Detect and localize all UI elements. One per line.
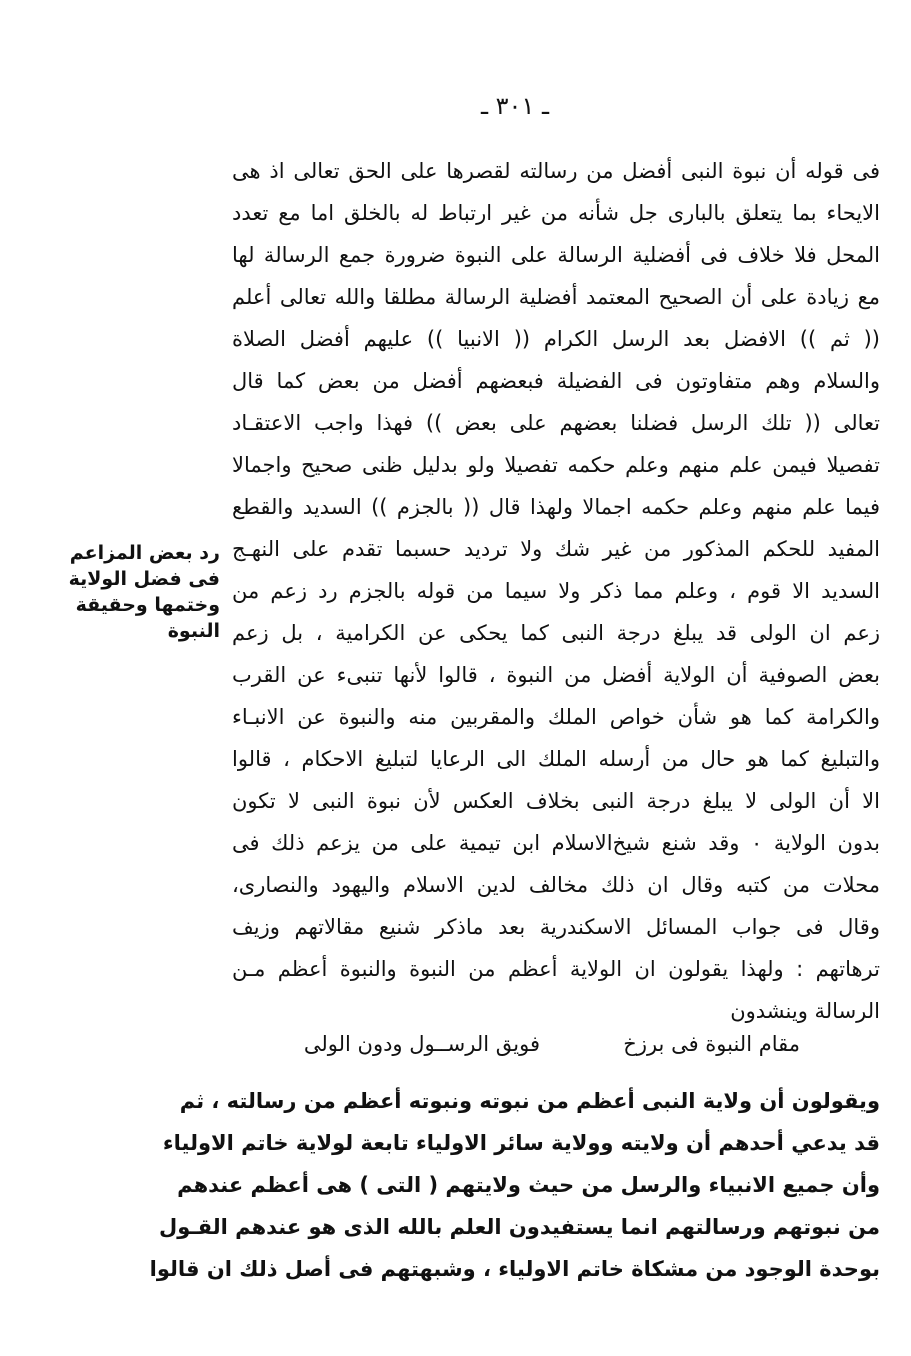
text-line: تعالى (( تلك الرسل فضلنا بعضهم على بعض )) فهذا واجب الاعتقـاد — [232, 411, 880, 435]
text-line: الا أن الولى لا يبلغ درجة النبى بخلاف العكس لأن نبوة النبى لا تكون — [232, 789, 880, 813]
text-line: المحل فلا خلاف فى أفضلية الرسالة على النبوة ضرورة جمع الرسالة لها — [232, 243, 880, 267]
text-line: (( ثم )) الافضل بعد الرسل الكرام (( الانبيا )) عليهم أفضل الصلاة — [232, 327, 880, 351]
text-line: محلات من كتبه وقال ان ذلك مخالف لدين الاسلام واليهود والنصارى، — [232, 873, 880, 897]
page-number: ـ ٣٠١ ـ — [480, 92, 549, 120]
verse-second-hemistich: فويق الرســول ودون الولى — [303, 1032, 540, 1056]
text-line: وأن جميع الانبياء والرسل من حيث ولايتهم ( التى ) هى أعظم عندهم — [177, 1173, 880, 1197]
verse-first-hemistich: مقام النبوة فى برزخ — [623, 1032, 800, 1056]
text-line: فيما علم منهم وعلم حكمه اجمالا ولهذا قال (( بالجزم )) السديد والقطع — [232, 495, 880, 519]
text-line: فى قوله أن نبوة النبى أفضل من رسالته لقصرها على الحق تعالى اذ هى — [232, 159, 880, 183]
main-paragraph — [232, 150, 880, 1032]
text-line: والكرامة كما هو شأن خواص الملك والمقربين منه والنبوة عن الانبـاء — [232, 705, 880, 729]
text-line: من نبوتهم ورسالتهم انما يستفيدون العلم بالله الذى هو عندهم القـول — [159, 1215, 880, 1239]
text-line: السديد الا قوم ، وعلم مما ذكر ولا سيما من قوله بالجزم رد زعم من — [232, 579, 880, 603]
text-line: بوحدة الوجود من مشكاة خاتم الاولياء ، وشبهتهم فى أصل ذلك ان قالوا — [149, 1257, 880, 1281]
text-line: الرسالة وينشدون — [730, 999, 880, 1023]
text-line: والسلام وهم متفاوتون فى الفضيلة فبعضهم أفضل من بعض كما قال — [232, 369, 880, 393]
margin-note — [50, 540, 220, 644]
margin-note-line: رد بعض المزاعم — [69, 542, 220, 564]
text-line: وقال فى جواب المسائل الاسكندرية بعد ماذكر شنيع مقالاتهم وزيف — [232, 915, 880, 939]
text-line: الايحاء بما يتعلق بالبارى جل شأنه من غير ارتباط له بالخلق اما مع تعدد — [232, 201, 880, 225]
text-line: المفيد للحكم المذكور من غير شك ولا ترديد حسبما تقدم على النهـج — [232, 537, 880, 561]
second-paragraph — [149, 1080, 880, 1290]
text-line: ترهاتهم : ولهذا يقولون ان الولاية أعظم من النبوة والنبوة أعظم مـن — [232, 957, 880, 981]
poetry-verse — [232, 1022, 880, 1066]
margin-note-line: وختمها وحقيقة — [75, 594, 220, 616]
margin-note-line: فى فضل الولاية — [68, 568, 220, 590]
text-line: بعض الصوفية أن الولاية أفضل من النبوة ، قالوا لأنها تنبىء عن القرب — [232, 663, 880, 687]
text-line: والتبليغ كما هو حال من أرسله الملك الى الرعايا لتبليغ الاحكام ، قالوا — [232, 747, 880, 771]
text-line: مع زيادة على أن الصحيح المعتمد أفضلية الرسالة مطلقا والله تعالى أعلم — [232, 285, 880, 309]
text-line: تفصيلا فيمن علم منهم وعلم حكمه تفصيلا ولو بدليل ظنى صحيح واجمالا — [232, 453, 880, 477]
text-line: بدون الولاية ٠ وقد شنع شيخ‌الاسلام ابن تيمية على من يزعم ذلك فى — [232, 831, 880, 855]
text-line: زعم ان الولى قد يبلغ درجة النبى كما يحكى عن الكرامية ، بل زعم — [232, 621, 880, 645]
text-line: قد يدعي أحدهم أن ولايته وولاية سائر الاولياء تابعة لولاية خاتم الاولياء — [162, 1131, 880, 1155]
margin-note-line: النبوة — [167, 620, 220, 642]
text-line: ويقولون أن ولاية النبى أعظم من نبوته ونبوته أعظم من رسالته ، ثم — [179, 1089, 880, 1113]
